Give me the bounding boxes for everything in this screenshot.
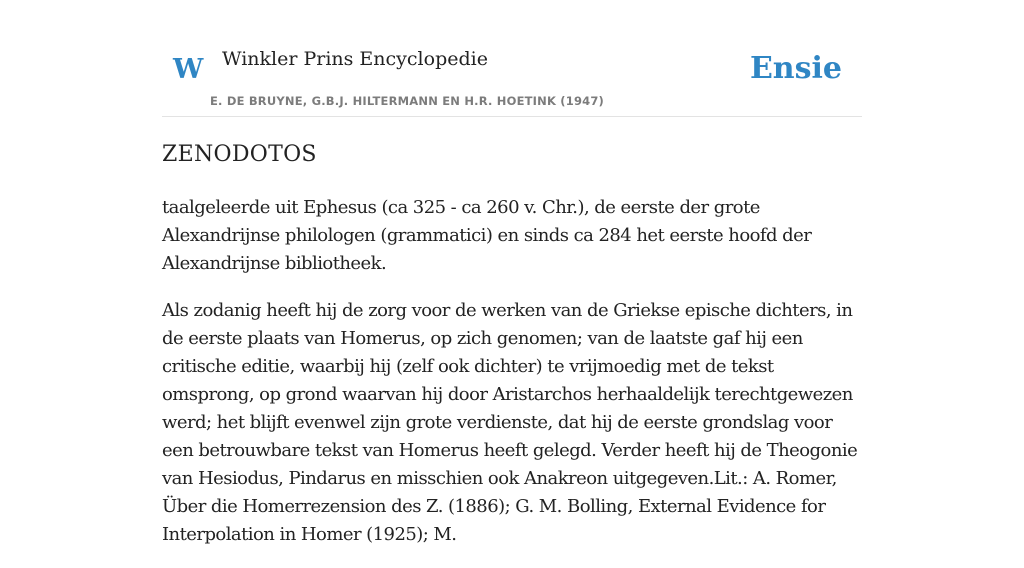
article-body <box>162 140 864 568</box>
header <box>162 0 862 117</box>
ensie-logo[interactable]: Ensie <box>749 51 842 86</box>
winkler-prins-logo[interactable]: W <box>173 54 204 85</box>
article-paragraph-1: taalgeleerde uit Ephesus (ca 325 - ca 260 v. Chr.), de eerste der grote Alexandrijnse philologen (grammatici) en sinds ca 284 het eerste hoofd der Alexandrijnse bibliotheek. <box>162 197 812 274</box>
book-title[interactable]: Winkler Prins Encyclopedie <box>222 48 488 70</box>
article-headword: ZENODOTOS <box>162 142 317 167</box>
article-paragraph-2: Als zodanig heeft hij de zorg voor de werken van de Griekse epische dichters, in de eerste plaats van Homerus, op zich genomen; van de laatste gaf hij een critische editie, waarbij hij (zelf ook dichter) te vrijmoedig met de tekst omsprong, op grond waarvan hij door Aristarchos herhaaldelijk terechtgewezen werd; het blijft evenwel zijn grote verdienste, dat hij de eerste grondslag voor een betrouwbare tekst van Homerus heeft gelegd. Verder heeft hij de Theogonie van Hesiodus, Pindarus en misschien ook Anakreon uitgegeven.Lit.: A. Romer, Über die Homerrezension des Z. (1886); G. M. Bolling, External Evidence for Interpolation in Homer (1925); M. <box>162 300 858 545</box>
authors-line: E. DE BRUYNE, G.B.J. HILTERMANN EN H.R. HOETINK (1947) <box>210 94 605 108</box>
